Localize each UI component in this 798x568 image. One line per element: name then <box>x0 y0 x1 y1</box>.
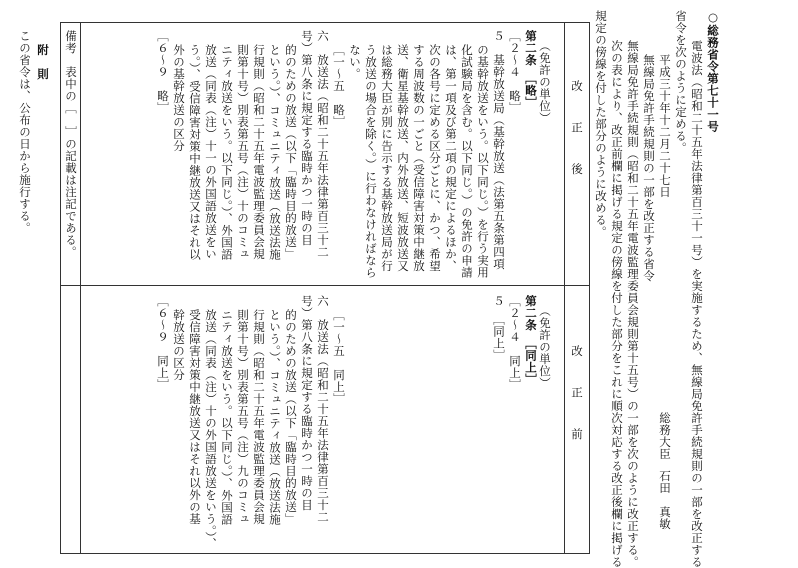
body-line-1: 無線局免許手続規則（昭和二十五年電波監理委員会規則第十五号）の一部を次のように改正する。 <box>626 40 640 568</box>
after-line-3: ５ 基幹放送局（基幹放送（法第五条第四項 <box>492 30 506 270</box>
before-line-17: という。）、コミュニティ放送（放送法施 <box>268 309 282 526</box>
after-line-4: の基幹放送をいう。以下同じ。）を行う実用 <box>476 44 490 279</box>
before-line-19: 則第十号）別表第五号（注）九のコミュ <box>236 309 250 525</box>
signer-name: 石田 真敏 <box>658 470 672 530</box>
after-line-8: する周波数の一ごと（受信障害対策中継放 <box>412 44 426 272</box>
after-line-19: 則第十号）別表第五号（注）十のコミュ <box>236 44 250 260</box>
before-line-2: ［２～４ 同上］ <box>508 295 522 391</box>
signer-title: 総務大臣 <box>658 412 672 460</box>
after-line-0: （免許の単位） <box>538 40 552 124</box>
after-line-9: 送、衛星基幹放送、内外放送、短波放送又 <box>396 44 410 272</box>
before-line-13: ［一～五 同上］ <box>332 309 346 405</box>
ordinance-number: ○総務省令第七十一号 <box>706 10 720 133</box>
after-line-20: ニティ放送をいう。以下同じ。）、外国語 <box>220 44 234 261</box>
remarks: 備考 表中の［ ］の記載は注記である。 <box>64 30 78 258</box>
after-line-14: 六 放送法（昭和二十五年法律第百三十二 <box>316 30 330 258</box>
preamble-line-1: 電波法（昭和二十五年法律第百三十一号）を実施するため、無線局免許手続規則の一部を改正する <box>690 40 704 568</box>
after-line-24: ［６～９ 略］ <box>156 30 170 114</box>
after-line-1: 第二条 ［略］ <box>524 30 538 109</box>
after-line-16: 的のための放送（以下「臨時目的放送」 <box>284 44 298 260</box>
after-line-18: 行規則（昭和二十五年電波監理委員会規 <box>252 44 266 260</box>
ordinance-subtitle: 無線局免許手続規則の一部を改正する省令 <box>642 54 656 282</box>
before-line-3: ５ ［同上］ <box>492 295 506 362</box>
after-line-7: 次の各号に定める区分ごとに、かつ、希望 <box>428 44 442 272</box>
before-line-24: ［６～９ 同上］ <box>156 295 170 391</box>
before-line-20: ニティ放送をいう。以下同じ。）、外国語 <box>220 309 234 526</box>
after-line-17: という。）、コミュニティ放送（放送法施 <box>268 44 282 261</box>
after-line-2: ［２～４ 略］ <box>508 30 522 114</box>
after-line-6: は、第一項及び第二項の規定によるほか、 <box>444 44 458 272</box>
table-bottom-border <box>60 553 590 554</box>
after-line-11: う放送の場合を除く。）に行わなければなら <box>364 44 378 279</box>
after-line-5: 化試験局を含む。以下同じ。）の免許の申請 <box>460 44 474 279</box>
supplementary-text: この省令は、公布の日から施行する。 <box>18 30 32 234</box>
after-line-13: ［一～五 略］ <box>332 44 346 128</box>
after-line-23: 外の基幹放送の区分 <box>172 44 186 152</box>
before-line-0: （免許の単位） <box>538 305 552 389</box>
after-line-15: 号）第八条に規定する臨時かつ一時の目 <box>300 30 314 246</box>
before-line-14: 六 放送法（昭和二十五年法律第百三十二 <box>316 295 330 523</box>
table-left-border <box>60 22 61 554</box>
after-line-22: う。）、受信障害対策中継放送又はそれ以 <box>188 44 202 261</box>
preamble-line-2: 省令を次のように定める。 <box>674 10 688 154</box>
before-line-18: 行規則（昭和二十五年電波監理委員会規 <box>252 309 266 525</box>
after-line-21: 放送（同表（注）十一の外国語放送をい <box>204 44 218 260</box>
before-line-15: 号）第八条に規定する臨時かつ一時の目 <box>300 295 314 511</box>
supplementary-title: 附 則 <box>36 44 50 80</box>
after-line-12: ない。 <box>348 44 362 80</box>
body-line-3: 規定の傍線を付した部分のように改める。 <box>594 10 608 238</box>
ordinance-date: 平成三十年十二月二十七日 <box>658 54 672 198</box>
table-top-border <box>60 22 590 23</box>
after-line-10: は総務大臣が別に告示する基幹放送局が行 <box>380 44 394 272</box>
before-line-16: 的のための放送（以下「臨時目的放送」 <box>284 309 298 525</box>
column-divider <box>60 285 590 286</box>
header-row-divider <box>564 22 565 554</box>
before-line-1: 第二条 ［同上］ <box>524 295 538 386</box>
before-line-22: 受信障害対策中継放送又はそれ以外の基 <box>188 309 202 525</box>
table-right-border <box>589 22 590 554</box>
header-before: 改正前 <box>570 345 584 470</box>
before-line-21: 放送（同表（注）十の外国語放送をいう。）、 <box>204 309 218 550</box>
header-after: 改正後 <box>570 80 584 205</box>
body-line-2: 次の表により、改正前欄に掲げる規定の傍線を付した部分をこれに順次対応する改正後欄に掲げる <box>610 40 624 568</box>
before-line-23: 幹放送の区分 <box>172 309 186 381</box>
remarks-divider <box>80 22 81 554</box>
